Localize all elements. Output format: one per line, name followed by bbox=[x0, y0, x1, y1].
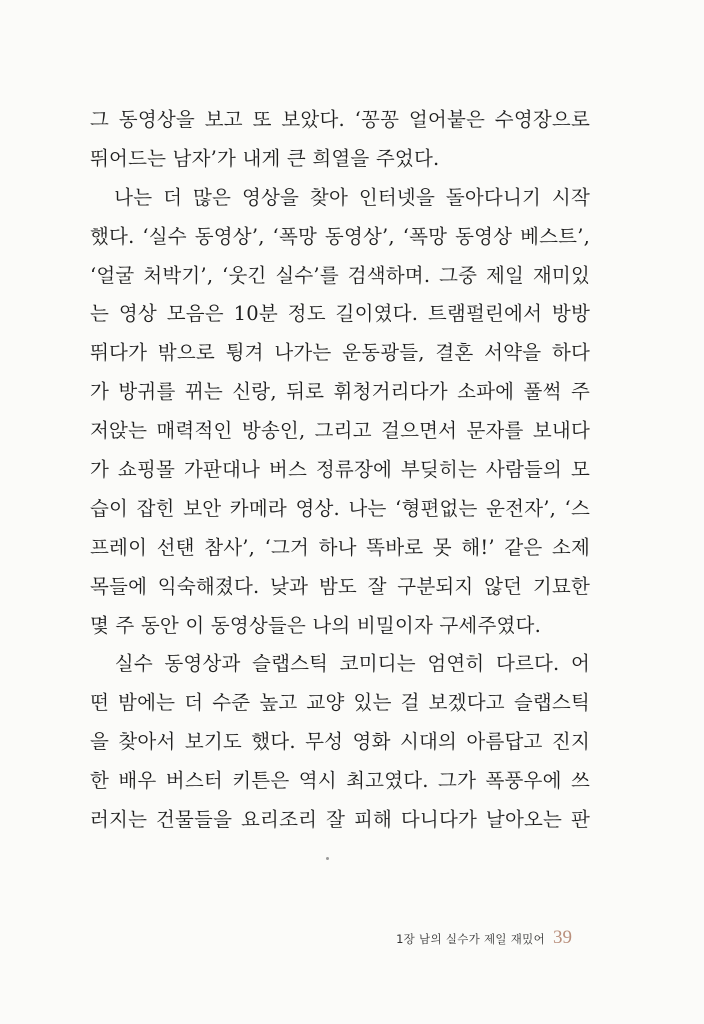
text-line-17: 을 찾아서 보기도 했다. 무성 영화 시대의 아름답고 진지 bbox=[90, 730, 590, 754]
text-line-3: 나는 더 많은 영상을 찾아 인터넷을 돌아다니기 시작 bbox=[90, 185, 590, 209]
text-line-12: 프레이 선탠 참사’, ‘그거 하나 똑바로 못 해!’ 같은 소제 bbox=[90, 535, 590, 559]
text-line-11: 습이 잡힌 보안 카메라 영상. 나는 ‘형편없는 운전자’, ‘스 bbox=[90, 496, 590, 520]
paper-speck bbox=[326, 857, 329, 860]
text-line-8: 가 방귀를 뀌는 신랑, 뒤로 휘청거리다가 소파에 풀썩 주 bbox=[90, 380, 590, 404]
running-head: 1장 남의 실수가 제일 재밌어 bbox=[396, 932, 545, 946]
page-number: 39 bbox=[553, 927, 572, 948]
text-line-5: ‘얼굴 처박기’, ‘웃긴 실수’를 검색하며. 그중 제일 재미있 bbox=[90, 263, 590, 287]
page-footer bbox=[396, 926, 572, 951]
text-line-16: 떤 밤에는 더 수준 높고 교양 있는 걸 보겠다고 슬랩스틱 bbox=[90, 691, 590, 715]
text-line-13: 목들에 익숙해졌다. 낮과 밤도 잘 구분되지 않던 기묘한 bbox=[90, 574, 590, 598]
text-line-6: 는 영상 모음은 10분 정도 길이였다. 트램펄린에서 방방 bbox=[90, 302, 590, 326]
text-line-4: 했다. ‘실수 동영상’, ‘폭망 동영상’, ‘폭망 동영상 베스트’, bbox=[90, 224, 590, 248]
text-line-9: 저앉는 매력적인 방송인, 그리고 걸으면서 문자를 보내다 bbox=[90, 419, 590, 443]
text-line-10: 가 쇼핑몰 가판대나 버스 정류장에 부딪히는 사람들의 모 bbox=[90, 458, 590, 482]
text-line-18: 한 배우 버스터 키튼은 역시 최고였다. 그가 폭풍우에 쓰 bbox=[90, 769, 590, 793]
body-text bbox=[90, 101, 590, 840]
text-line-7: 뛰다가 밖으로 튕겨 나가는 운동광들, 결혼 서약을 하다 bbox=[90, 341, 590, 365]
text-line-15: 실수 동영상과 슬랩스틱 코미디는 엄연히 다르다. 어 bbox=[90, 652, 590, 676]
text-line-19: 러지는 건물들을 요리조리 잘 피해 다니다가 날아오는 판 bbox=[90, 808, 590, 832]
text-line-1: 그 동영상을 보고 또 보았다. ‘꽁꽁 얼어붙은 수영장으로 bbox=[90, 108, 590, 131]
text-line-2: 뛰어드는 남자’가 내게 큰 희열을 주었다. bbox=[90, 146, 440, 170]
text-line-14: 몇 주 동안 이 동영상들은 나의 비밀이자 구세주였다. bbox=[90, 613, 541, 637]
